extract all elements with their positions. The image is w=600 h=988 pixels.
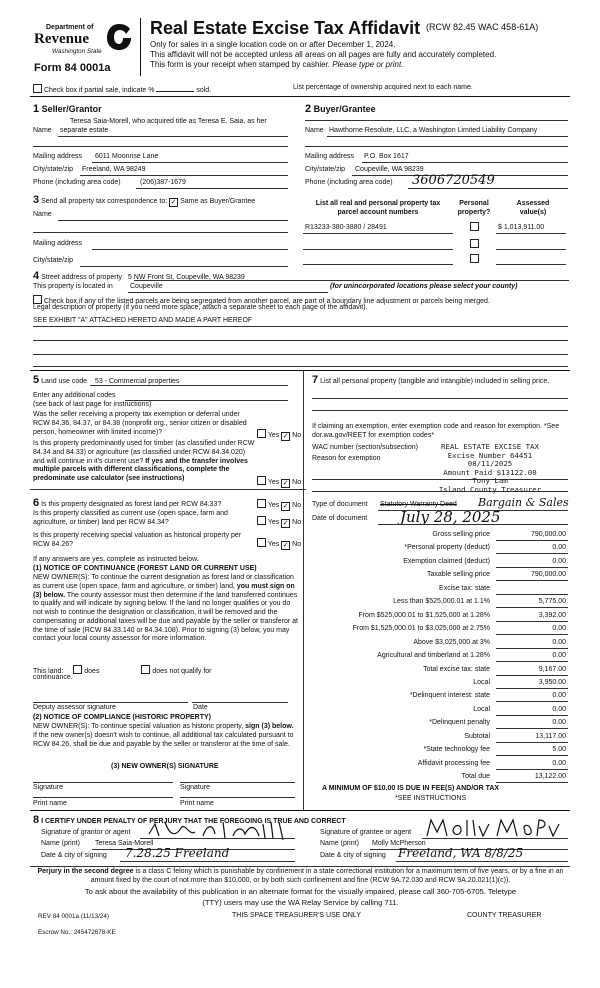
subtitle-2: This affidavit will not be accepted unless all areas on all pages are fully and accurately completed.	[150, 50, 497, 59]
tax-row-line	[496, 634, 568, 635]
doc-type-label: Type of document	[312, 501, 368, 508]
grantee-date-label: Date & city of signing	[320, 852, 386, 859]
grantor-date-handwritten[interactable]: 7.28.25 Freeland	[125, 846, 230, 860]
tax-row-value[interactable]: 13,122.00	[534, 773, 566, 781]
perjury-note: Perjury in the second degree is a class C felony which is punishable by confinement in a state correctional institution for a maximum term of five years, or by a fine in an amount fixed by the court of not more than $10,000, or by both such confinement and fine (RCW 9A.72.030 and RCW 9A.20.021(1)(c)).	[37, 868, 564, 884]
this-land-row: This land: does does not qualify for	[33, 665, 212, 677]
tax-row-line	[496, 553, 568, 554]
deputy-date-label: Date	[193, 704, 208, 711]
tax-row-line	[496, 648, 568, 649]
parcel-number[interactable]: R13233-380-3880 / 28491	[305, 224, 387, 231]
current-use-yes-no: Yes ✓ No	[257, 516, 301, 528]
seller-city-value[interactable]: Freeland, WA 98249	[82, 166, 146, 173]
seller-mail-value[interactable]: 6011 Moonrise Lane	[95, 153, 159, 160]
notice-continuance-text: NEW OWNER(S): To continue the current designation as forest land or classification as current use (open space, farm and agriculture, or timber) land, you must sign on (3) below. The county assessor must then determine if the land transferred continues to qualify and will indicate by signing below. If the land no longer qualifies or you do not wish to continue the designation or classification, it will be removed and the compensating or additional taxes will be due and payable by the seller or transferor at the time of sale (RCW 84.33.140 or 84.34.108). Prior to signing (3) below, you may contact your local county assessor for more information.	[33, 574, 298, 643]
tax-row-line	[496, 715, 568, 716]
historic-question: Is this property receiving special valuation as historical property per RCW 84.26?	[33, 532, 242, 548]
alternate-format-1: To ask about the availability of this publication in an alternate format for the visually impaired, please call 360-705-6705. Teletype	[84, 887, 517, 896]
tax-row-value[interactable]: 3,392.00	[538, 611, 566, 619]
grantor-date-label: Date & city of signing	[41, 852, 107, 859]
tax-row-label: Agricultural and timberland at 1.28%	[377, 652, 490, 660]
tax-row-value[interactable]: 5.00	[552, 746, 566, 754]
personal-property-list: 7 List all personal property (tangible and intangible) included in selling price.	[312, 374, 550, 386]
county-treasurer-label: COUNTY TREASURER	[467, 912, 542, 919]
buyer-heading: 2 Buyer/Grantee	[305, 103, 376, 115]
tax-row-value[interactable]: 9,167.00	[538, 665, 566, 673]
assessed-col-header: Assessed value(s)	[516, 200, 550, 216]
segregated-row: Check box if any of the listed parcels are being segregated from another parcel, are part of a boundary line adjustment or parcels being merged.	[33, 295, 490, 307]
grantee-name-value[interactable]: Molly McPherson	[372, 840, 426, 847]
tax-row-label: Local	[473, 678, 490, 686]
deputy-signature-label: Deputy assessor signature	[33, 704, 116, 711]
grantor-name-value[interactable]: Teresa Saia-Morell	[95, 840, 154, 847]
buyer-phone-handwritten[interactable]: 3606720549	[412, 173, 495, 188]
tax-row-line	[496, 675, 568, 676]
partial-sale-row: Check box if partial sale, indicate % sold.	[33, 84, 211, 96]
tax-row-label: Affidavit processing fee	[417, 759, 490, 767]
tax-row-label: Taxable selling price	[426, 571, 490, 579]
tax-row-value[interactable]: 5,775.00	[538, 598, 566, 606]
certify-statement: 8 I CERTIFY UNDER PENALTY OF PERJURY THAT THE FOREGOING IS TRUE AND CORRECT	[33, 814, 346, 826]
escrow-number: Escrow No.: 245472678-KE	[38, 929, 116, 936]
tax-row-line	[496, 755, 568, 756]
historic-yes-checkbox[interactable]	[257, 538, 266, 547]
buyer-city-value[interactable]: Coupeville, WA 98239	[355, 166, 424, 173]
dor-emblem-icon	[106, 22, 132, 52]
does-qualify-checkbox[interactable]	[73, 665, 82, 674]
legal-description-label: Legal description of property (if you need more space, attach a separate sheet to each page of the affidavit).	[33, 304, 368, 311]
minimum-due-note: A MINIMUM OF $10.00 IS DUE IN FEE(S) AND/OR TAX	[322, 785, 500, 792]
tax-row-line	[496, 621, 568, 622]
seller-heading: 1 Seller/Grantor	[33, 103, 102, 115]
tax-row-line	[496, 688, 568, 689]
tax-row-line	[496, 594, 568, 595]
subtitle-3: This form is your receipt when stamped by cashier. Please type or print.	[150, 60, 404, 69]
tax-row-line	[496, 567, 568, 568]
tax-row-line	[496, 782, 568, 783]
current-use-question: Is this property classified as current use (open space, farm and agriculture, or timber) land per RCW 84.34?	[33, 510, 228, 526]
buyer-name-value[interactable]: Hawthorne Resolute, LLC, a Washington Limited Liability Company	[329, 127, 538, 134]
seller-name-value[interactable]: separate estate	[60, 127, 109, 134]
exemption-instruction: If claiming an exemption, enter exemption code and reason for exemption. *See dor.wa.gov/REET for exemption codes*	[312, 423, 560, 439]
exemption-no-checkbox[interactable]: ✓	[282, 433, 289, 440]
continuance-label: continuance.	[33, 674, 73, 681]
land-use-row: 5 Land use code 53 - Commercial properties	[33, 374, 180, 386]
parcel-col-header: List all real and personal property tax parcel account numbers	[315, 200, 441, 216]
seller-name-label: Name	[33, 127, 52, 134]
seller-mail-label: Mailing address	[33, 153, 83, 160]
notice-compliance-heading: (2) NOTICE OF COMPLIANCE (HISTORIC PROPERTY)	[33, 714, 211, 721]
tax-row-line	[496, 769, 568, 770]
tax-row-value[interactable]: 790,000.00	[530, 571, 566, 579]
seller-city-label: City/state/zip	[33, 166, 74, 173]
s3-name-label: Name	[33, 211, 52, 218]
partial-sale-checkbox[interactable]	[33, 84, 42, 93]
s3-city-label: City/state/zip	[33, 257, 74, 264]
treasurer-use-label: THIS SPACE TREASURER'S USE ONLY	[232, 912, 361, 919]
new-owner-print-label: Print name	[33, 800, 67, 807]
ownership-note: List percentage of ownership acquired next to each name.	[293, 84, 473, 91]
grantee-signature	[425, 816, 565, 840]
seller-phone-label: Phone (including area code)	[33, 179, 121, 186]
new-owner-signature-label: Signature	[33, 784, 63, 791]
see-instructions: *SEE INSTRUCTIONS	[395, 795, 467, 802]
personal-col-header: Personal property?	[457, 200, 491, 216]
doc-type-handwritten[interactable]: Bargain & Sales	[478, 496, 569, 509]
timber-yes-checkbox[interactable]	[257, 476, 266, 485]
section3-row: 3 Send all property tax correspondence to: ✓ Same as Buyer/Grantee	[33, 194, 256, 206]
personal-property-checkbox-3[interactable]	[470, 254, 479, 263]
segregated-checkbox[interactable]	[33, 295, 42, 304]
dept-label: Department of	[46, 24, 94, 31]
tax-row-value[interactable]: 3,950.00	[538, 678, 566, 686]
forest-yes-checkbox[interactable]	[257, 499, 266, 508]
dor-logo	[34, 20, 134, 80]
tax-row-label: Above $3,025,000 at 3%	[413, 638, 490, 646]
tax-row-label: Gross selling price	[432, 531, 490, 538]
forest-no-checkbox[interactable]: ✓	[282, 503, 289, 510]
tax-row-label: *Delinquent penalty	[429, 719, 490, 727]
tax-row-label: Total due	[461, 773, 490, 781]
buyer-mail-label: Mailing address	[305, 153, 355, 160]
timber-no-checkbox[interactable]: ✓	[282, 480, 289, 487]
forest-yes-no: Yes ✓ No	[257, 499, 301, 511]
tax-row-value[interactable]: 0.00	[552, 557, 566, 565]
exemption-reason-label: Reason for exemption	[312, 455, 381, 462]
tax-row-label: Less than $525,000.01 at 1.1%	[393, 598, 490, 606]
tax-row-line	[496, 607, 568, 608]
tax-row-value[interactable]: 0.00	[552, 759, 566, 767]
tax-row-value[interactable]: 0.00	[552, 705, 566, 713]
timber-question: Is this property predominantly used for timber (as classified under RCW 84.34 and 84.33) or agriculture (as classified under RCW 84.34.020) and will continue in it's current use? If yes and the transfer involves multiple parcels with different classifications, complete the predominate use calculator (see instructions)	[33, 440, 255, 482]
exemption-yes-checkbox[interactable]	[257, 429, 266, 438]
rcw-ref: (RCW 82.45 WAC 458-61A)	[426, 22, 539, 32]
tax-row-line	[496, 742, 568, 743]
form-number: Form 84 0001a	[34, 62, 111, 74]
buyer-phone-label: Phone (including area code)	[305, 179, 393, 186]
unincorporated-note: (for unincorporated locations please select your county)	[330, 283, 518, 290]
located-value[interactable]: Coupeville	[130, 283, 163, 290]
tax-row-value[interactable]: 0.00	[552, 652, 566, 660]
exemption-question: Was the seller receiving a property tax exemption or deferral under RCW 84.36, 84.37, or 84.38 (nonprofit org., senior citizen or disabled person, homeowner with limited income)?	[33, 411, 247, 436]
tax-row-line	[496, 580, 568, 581]
does-not-qualify-checkbox[interactable]	[141, 665, 150, 674]
form-title: Real Estate Excise Tax Affidavit	[150, 18, 421, 38]
new-owner-print-label-2: Print name	[180, 800, 214, 807]
alternate-format-2: (TTY) users may use the WA Relay Service by calling 711.	[202, 898, 399, 907]
tax-row-line	[496, 728, 568, 729]
grantee-date-handwritten[interactable]: Freeland, WA 8/8/25	[398, 846, 524, 860]
notice-compliance-text: NEW OWNER(S): To continue special valuation as historic property, sign (3) below. If the new owner(s) doesn't wish to continue, all additional tax calculated pursuant to RCW 84.26, shall be due and payable by the seller or transferor at the time of sale.	[33, 723, 294, 748]
doc-type-struck: Statutory Warranty Deed	[380, 501, 457, 508]
subtitle-1: Only for sales in a single location code on or after December 1, 2024.	[150, 40, 396, 49]
tax-row-label: *State technology fee	[423, 746, 490, 754]
new-owner-signature-label-2: Signature	[180, 784, 210, 791]
tax-row-label: *Personal property (deduct)	[404, 544, 490, 552]
additional-codes-label: Enter any additional codes	[33, 392, 116, 399]
personal-property-checkbox-1[interactable]	[470, 222, 479, 231]
tax-row-value[interactable]: 0.00	[552, 692, 566, 700]
tax-row-value[interactable]: 13,117.00	[535, 732, 566, 740]
current-use-yes-checkbox[interactable]	[257, 516, 266, 525]
legal-exhibit[interactable]: SEE EXHIBIT "A" ATTACHED HERETO AND MADE A PART HEREOF	[33, 317, 253, 324]
assessed-value[interactable]: $ 1,013,911.00	[498, 224, 545, 231]
tax-row-value[interactable]: 0.00	[552, 625, 566, 633]
new-owner-signature-heading: (3) NEW OWNER(S) SIGNATURE	[111, 763, 219, 770]
land-use-value[interactable]: 53 - Commercial properties	[94, 378, 180, 385]
located-label: This property is located in	[33, 283, 113, 290]
personal-property-checkbox-2[interactable]	[470, 239, 479, 248]
seller-phone-value[interactable]: (206)387-1679	[140, 179, 186, 186]
historic-no-checkbox[interactable]: ✓	[282, 542, 289, 549]
grantor-name-label: Name (print)	[41, 840, 80, 847]
tax-row-value[interactable]: 0.00	[552, 544, 566, 552]
if-any-yes: If any answers are yes, complete as instructed below.	[33, 556, 199, 563]
current-use-no-checkbox[interactable]: ✓	[282, 520, 289, 527]
tax-row-line	[496, 661, 568, 662]
tax-row-value[interactable]: 0.00	[552, 719, 566, 727]
s3-mail-label: Mailing address	[33, 240, 83, 247]
street-address-row: 4 Street address of property 5 NW Front St, Coupeville, WA 98239	[33, 270, 245, 282]
tax-row-label: Local	[473, 705, 490, 713]
see-back-note: (see back of last page for instructions)	[33, 401, 152, 408]
grantee-name-label: Name (print)	[320, 840, 359, 847]
buyer-city-label: City/state/zip	[305, 166, 346, 173]
doc-date-handwritten[interactable]: July 28, 2025	[400, 508, 501, 526]
tax-row-label: From $1,525,000.01 to $3,025,000 at 2.75%	[352, 625, 490, 633]
tax-row-value[interactable]: 0.00	[552, 638, 566, 646]
tax-row-label: *Delinquent interest: state	[409, 692, 490, 700]
seller-name-line1: Teresa Saia-Morell, who acquired title as Teresa E. Saia, as her	[70, 118, 267, 125]
forest-question: 6 Is this property designated as forest land per RCW 84.33?	[33, 497, 222, 509]
rev-number: REV 84 0001a (11/13/24)	[38, 913, 109, 920]
wac-label: WAC number (section/subsection)	[312, 444, 418, 451]
tax-row-line	[496, 540, 568, 541]
doc-date-label: Date of document	[312, 515, 368, 522]
grantor-signature-label: Signature of grantor or agent	[41, 829, 131, 836]
tax-row-value[interactable]: 790,000.00	[530, 531, 566, 538]
notice-continuance-heading: (1) NOTICE OF CONTINUANCE (FOREST LAND OR CURRENT USE)	[33, 565, 257, 572]
tax-row-line	[496, 701, 568, 702]
grantee-signature-label: Signature of grantee or agent	[320, 829, 412, 836]
tax-row-label: From $525,000.01 to $1,525,000 at 1.28%	[358, 611, 490, 619]
same-as-buyer-checkbox[interactable]: ✓	[170, 199, 177, 206]
tax-row-label: Exemption claimed (deduct)	[403, 557, 490, 565]
revenue-wordmark: Revenue	[34, 31, 89, 47]
treasurer-stamp: REAL ESTATE EXCISE TAX Excise Number 64451 08/11/2025 Amount Paid $13122.00 Tony Lam Island County Treasurer	[438, 442, 542, 494]
tax-row-label: Subtotal	[464, 732, 490, 740]
buyer-mail-value[interactable]: P.O. Box 1617	[364, 153, 409, 160]
buyer-name-label: Name	[305, 127, 324, 134]
timber-yes-no: Yes ✓ No	[257, 476, 301, 488]
tax-row-label: Excise tax: state	[439, 584, 490, 592]
historic-yes-no: Yes ✓ No	[257, 538, 301, 550]
tax-row-label: Total excise tax: state	[423, 665, 490, 673]
street-address-value[interactable]: 5 NW Front St, Coupeville, WA 98239	[127, 274, 245, 281]
state-label: Washington State	[52, 48, 102, 55]
exemption-yes-no: Yes ✓ No	[257, 429, 301, 441]
